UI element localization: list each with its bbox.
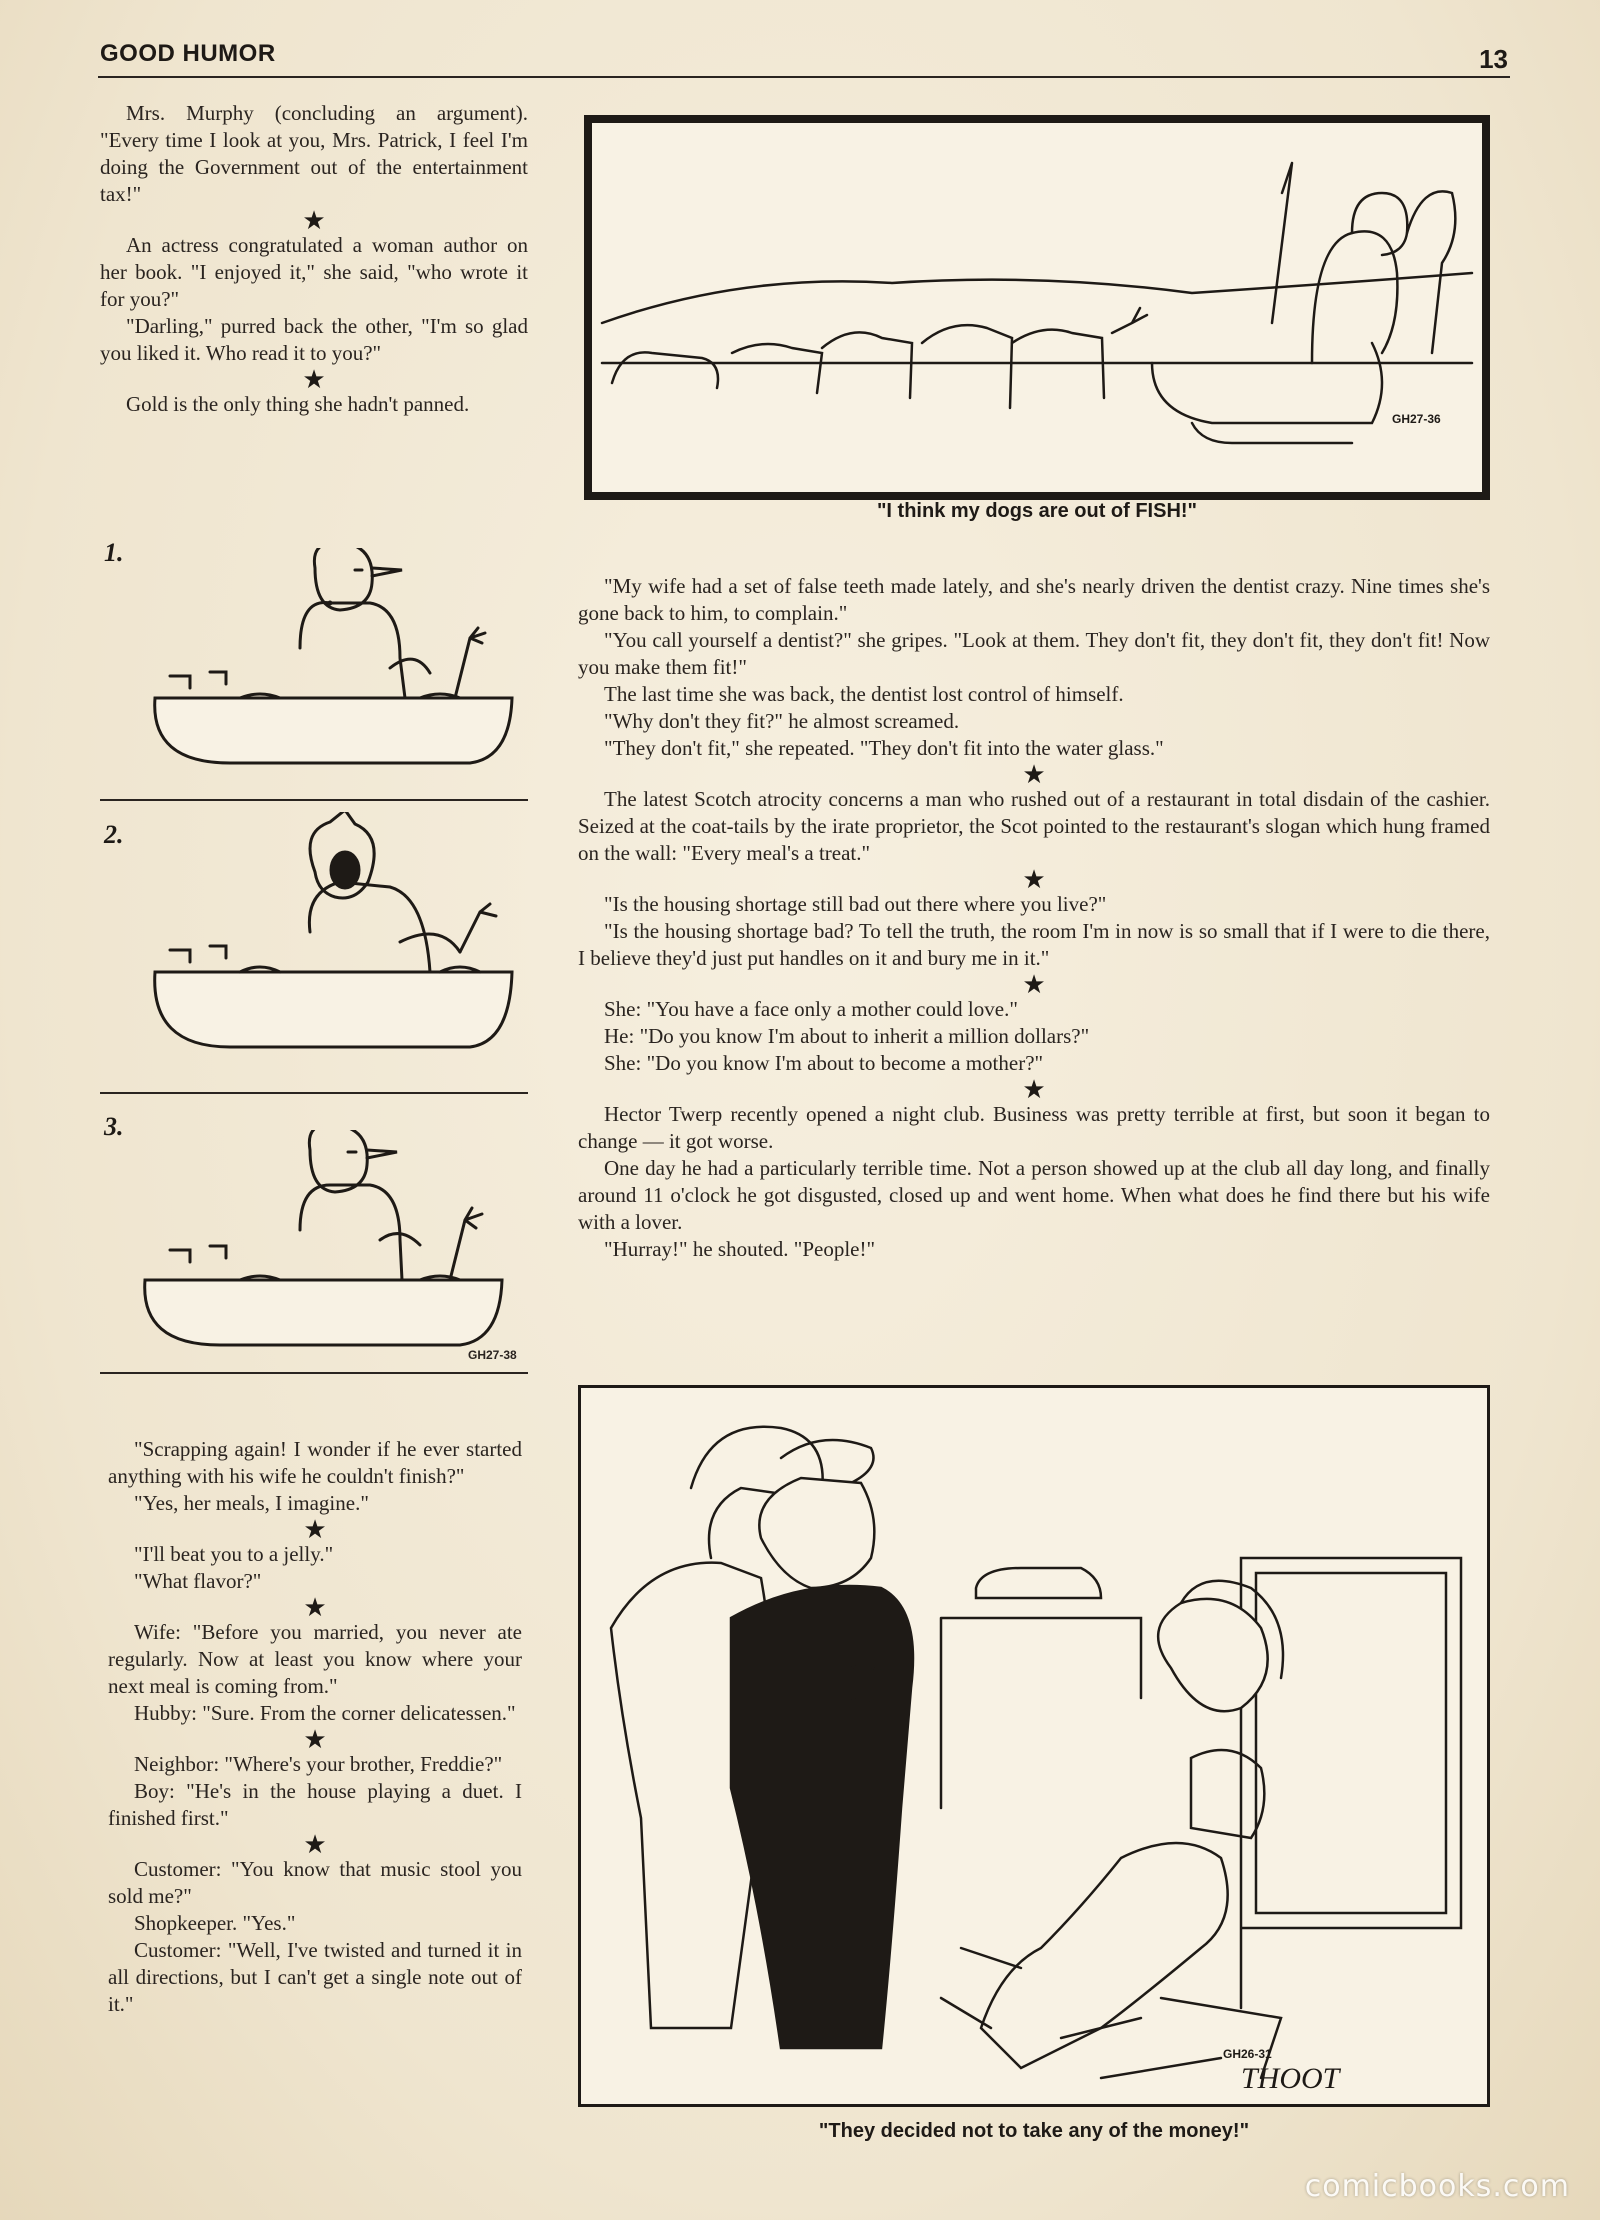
joke-paragraph: "I'll beat you to a jelly." (134, 1542, 334, 1566)
panel-label-1: 1. (104, 538, 124, 567)
joke-paragraph: Neighbor: "Where's your brother, Freddie?" (134, 1752, 503, 1776)
cartoon-money-frame (578, 1385, 1490, 2107)
joke-paragraph: He: "Do you know I'm about to inherit a million dollars?" (604, 1024, 1090, 1048)
joke-paragraph: Shopkeeper. "Yes." (134, 1911, 296, 1935)
joke-paragraph: "Why don't they fit?" he almost screamed. (604, 709, 960, 733)
left-top-jokes (100, 100, 528, 418)
joke-paragraph: Customer: "Well, I've twisted and turned it in all directions, but I can't get a single note out of it." (108, 1938, 522, 2016)
star-separator-icon: ★ (303, 1725, 327, 1754)
joke-paragraph: The last time she was back, the dentist lost control of himself. (604, 682, 1124, 706)
cartoon-money-artist-code: GH26-31 (1223, 2047, 1272, 2061)
panel-label-3: 3. (104, 1112, 124, 1141)
magazine-title: GOOD HUMOR (100, 40, 276, 67)
joke-paragraph: Gold is the only thing she hadn't panned. (126, 392, 470, 416)
joke-paragraph: "What flavor?" (134, 1569, 262, 1593)
header-rule (98, 76, 1510, 78)
joke-paragraph: The latest Scotch atrocity concerns a man who rushed out of a restaurant in total disdain of the cashier. Seized at the coat-tails by the irate proprietor, the Scot pointed to the restaurant's slogan which hung framed on the wall: "Every meal's a treat." (578, 787, 1490, 865)
strip-divider-2 (100, 1092, 528, 1094)
star-separator-icon: ★ (302, 365, 326, 394)
joke-paragraph: "You call yourself a dentist?" she gripes. "Look at them. They don't fit, they don't fit, they don't fit! Now you make them fit!" (578, 628, 1490, 679)
cartoon-dogs-artist-code: GH27-36 (1392, 412, 1441, 426)
star-separator-icon: ★ (1022, 1075, 1046, 1104)
right-column-jokes (578, 573, 1490, 1263)
cartoonist-signature: THOOT (1241, 2062, 1340, 2095)
cartoon-dogs-illustration (592, 123, 1482, 492)
cartoon-money-caption: "They decided not to take any of the money!" (818, 2120, 1250, 2142)
cartoon-dogs-caption: "I think my dogs are out of FISH!" (876, 500, 1198, 522)
star-separator-icon: ★ (1022, 760, 1046, 789)
site-watermark: comicbooks.com (1304, 2169, 1570, 2204)
joke-paragraph: "Darling," purred back the other, "I'm so glad you liked it. Who read it to you?" (100, 314, 528, 365)
star-separator-icon: ★ (303, 1515, 327, 1544)
joke-paragraph: Customer: "You know that music stool you sold me?" (108, 1857, 522, 1908)
joke-paragraph: Hector Twerp recently opened a night club. Business was pretty terrible at first, but soon it began to change — it got worse. (578, 1102, 1490, 1153)
bathtub-panel-2 (140, 812, 520, 1072)
joke-paragraph: "Hurray!" he shouted. "People!" (604, 1237, 876, 1261)
page-number: 13 (1479, 44, 1508, 74)
joke-paragraph: One day he had a particularly terrible time. Not a person showed up at the club all day long, and finally around 11 o'clock he got disgusted, closed up and went home. When what does he find there but his wife with a lover. (578, 1156, 1490, 1234)
joke-paragraph: "Is the housing shortage bad? To tell the truth, the room I'm in now is so small that if I were to die there, I believe they'd just put handles on it and bury me in it." (578, 919, 1490, 970)
joke-paragraph: She: "You have a face only a mother could love." (604, 997, 1018, 1021)
joke-paragraph: An actress congratulated a woman author on her book. "I enjoyed it," she said, "who wrote it for you?" (100, 233, 528, 311)
star-separator-icon: ★ (303, 1830, 327, 1859)
joke-paragraph: Mrs. Murphy (concluding an argument). "Every time I look at you, Mrs. Patrick, I feel I'm doing the Government out of the entertainment tax!" (100, 101, 528, 206)
joke-paragraph: "Yes, her meals, I imagine." (134, 1491, 369, 1515)
panel-label-2: 2. (104, 820, 124, 849)
bathtub-panel-3 (130, 1130, 526, 1370)
joke-paragraph: Boy: "He's in the house playing a duet. I finished first." (108, 1779, 522, 1830)
joke-paragraph: "Scrapping again! I wonder if he ever started anything with his wife he couldn't finish?" (108, 1437, 522, 1488)
star-separator-icon: ★ (1022, 970, 1046, 999)
star-separator-icon: ★ (1022, 865, 1046, 894)
joke-paragraph: "They don't fit," she repeated. "They don't fit into the water glass." (604, 736, 1164, 760)
joke-paragraph: "My wife had a set of false teeth made lately, and she's nearly driven the dentist crazy. Nine times she's gone back to him, to complain." (578, 574, 1490, 625)
star-separator-icon: ★ (302, 206, 326, 235)
joke-paragraph: "Is the housing shortage still bad out there where you live?" (604, 892, 1107, 916)
joke-paragraph: She: "Do you know I'm about to become a mother?" (604, 1051, 1044, 1075)
cartoon-money-illustration (581, 1388, 1487, 2104)
cartoon-dogs-frame (584, 115, 1490, 500)
left-bottom-jokes (108, 1436, 522, 2018)
star-separator-icon: ★ (303, 1593, 327, 1622)
bathtub-panel-1 (140, 548, 520, 773)
strip-artist-code: GH27-38 (468, 1348, 517, 1362)
strip-divider-1 (100, 799, 528, 801)
joke-paragraph: Wife: "Before you married, you never ate regularly. Now at least you know where your next meal is coming from." (108, 1620, 522, 1698)
joke-paragraph: Hubby: "Sure. From the corner delicatessen." (134, 1701, 516, 1725)
strip-bottom-rule (100, 1372, 528, 1374)
